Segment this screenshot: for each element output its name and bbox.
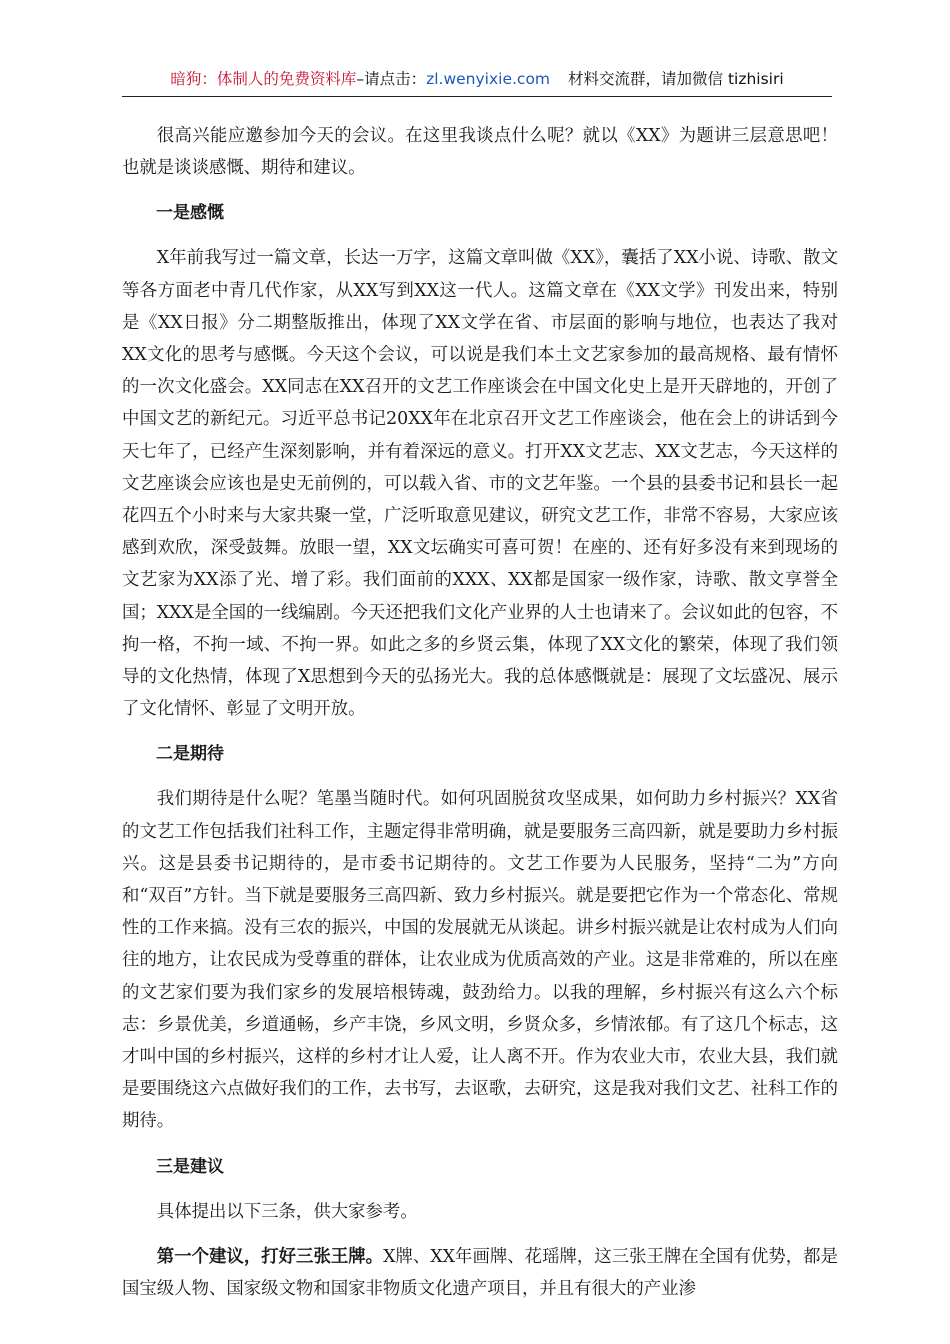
header-click-prefix: –请点击： (356, 70, 427, 88)
section1-paragraph: X年前我写过一篇文章，长达一万字，这篇文章叫做《XX》，囊括了XX小说、诗歌、散文等各方面老中青几代作家，从XX写到XX这一代人。这篇文章在《XX文学》刊发出来，特别是《XX日报》分二期整版推出，体现了XX文学在省、市层面的影响与地位，也表达了我对XX文化的思考与感慨。今天这个会议，可以说是我们本土文艺家参加的最高规格、最有情怀的一次文化盛会。XX同志在XX召开的文艺工作座谈会在中国文化史上是开天辟地的，开创了中国文艺的新纪元。习近平总书记20XX年在北京召开文艺工作座谈会，他在会上的讲话到今天七年了，已经产生深刻影响，并有着深远的意义。打开XX文艺志、XX文艺志，今天这样的文艺座谈会应该也是史无前例的，可以载入省、市的文艺年鉴。一个县的县委书记和县长一起花四五个小时来与大家共聚一堂，广泛听取意见建议，研究文艺工作，非常不容易，大家应该感到欢欣，深受鼓舞。放眼一望，XX文坛确实可喜可贺！在座的、还有好多没有来到现场的文艺家为XX添了光、增了彩。我们面前的XXX、XX都是国家一级作家，诗歌、散文享誉全国；XXX是全国的一线编剧。今天还把我们文化产业界的人士也请来了。会议如此的包容，不拘一格，不拘一域、不拘一界。如此之多的乡贤云集，体现了XX文化的繁荣，体现了我们领导的文化热情，体现了X思想到今天的弘扬光大。我的总体感慨就是：展现了文坛盛况、展示了文化情怀、彰显了文明开放。 (122, 248, 838, 720)
intro-paragraph: 很高兴能应邀参加今天的会议。在这里我谈点什么呢？就以《XX》为题讲三层意思吧！也就是谈谈感慨、期待和建议。 (122, 126, 838, 179)
section3-intro-paragraph: 具体提出以下三条，供大家参考。 (156, 1201, 418, 1222)
first-suggestion-paragraph (122, 1241, 838, 1305)
section2-heading: 二是期待 (156, 744, 224, 765)
first-suggestion-body: X牌、XX年画牌、花瑶牌，这三张王牌在全国有优势，都是国宝级人物、国家级文物和国家非物质文化遗产项目，并且有很大的产业渗 (122, 1246, 838, 1300)
section2-paragraph: 我们期待是什么呢？笔墨当随时代。如何巩固脱贫攻坚成果，如何助力乡村振兴？XX省的文艺工作包括我们社科工作，主题定得非常明确，就是要服务三高四新，就是要助力乡村振兴。这是县委书记期待的，是市委书记期待的。文艺工作要为人民服务，坚持“二为”方向和“双百”方针。当下就是要服务三高四新、致力乡村振兴。就是要把它作为一个常态化、常规性的工作来搞。没有三农的振兴，中国的发展就无从谈起。讲乡村振兴就是让农村成为人们向往的地方，让农民成为受尊重的群体，让农业成为优质高效的产业。这是非常难的，所以在座的文艺家们要为我们家乡的发展培根铸魂，鼓劲给力。以我的理解，乡村振兴有这么六个标志：乡景优美，乡道通畅，乡产丰饶，乡风文明，乡贤众多，乡情浓郁。有了这几个标志，这才叫中国的乡村振兴，这样的乡村才让人爱，让人离不开。作为农业大市，农业大县，我们就是要围绕这六点做好我们的工作，去书写，去讴歌，去研究，这是我对我们文艺、社科工作的期待。 (122, 789, 838, 1132)
header-contact: 材料交流群，请加微信 tizhisiri (568, 70, 784, 88)
header-brand: 暗狗：体制人的免费资料库 (170, 70, 357, 88)
section3-heading: 三是建议 (156, 1156, 224, 1177)
first-suggestion-lead: 第一个建议，打好三张王牌。 (156, 1246, 384, 1267)
section1-heading: 一是感慨 (156, 203, 224, 224)
page-header (122, 62, 832, 97)
document-body (122, 120, 838, 1305)
header-url-link[interactable]: zl.wenyixie.com (426, 70, 551, 88)
